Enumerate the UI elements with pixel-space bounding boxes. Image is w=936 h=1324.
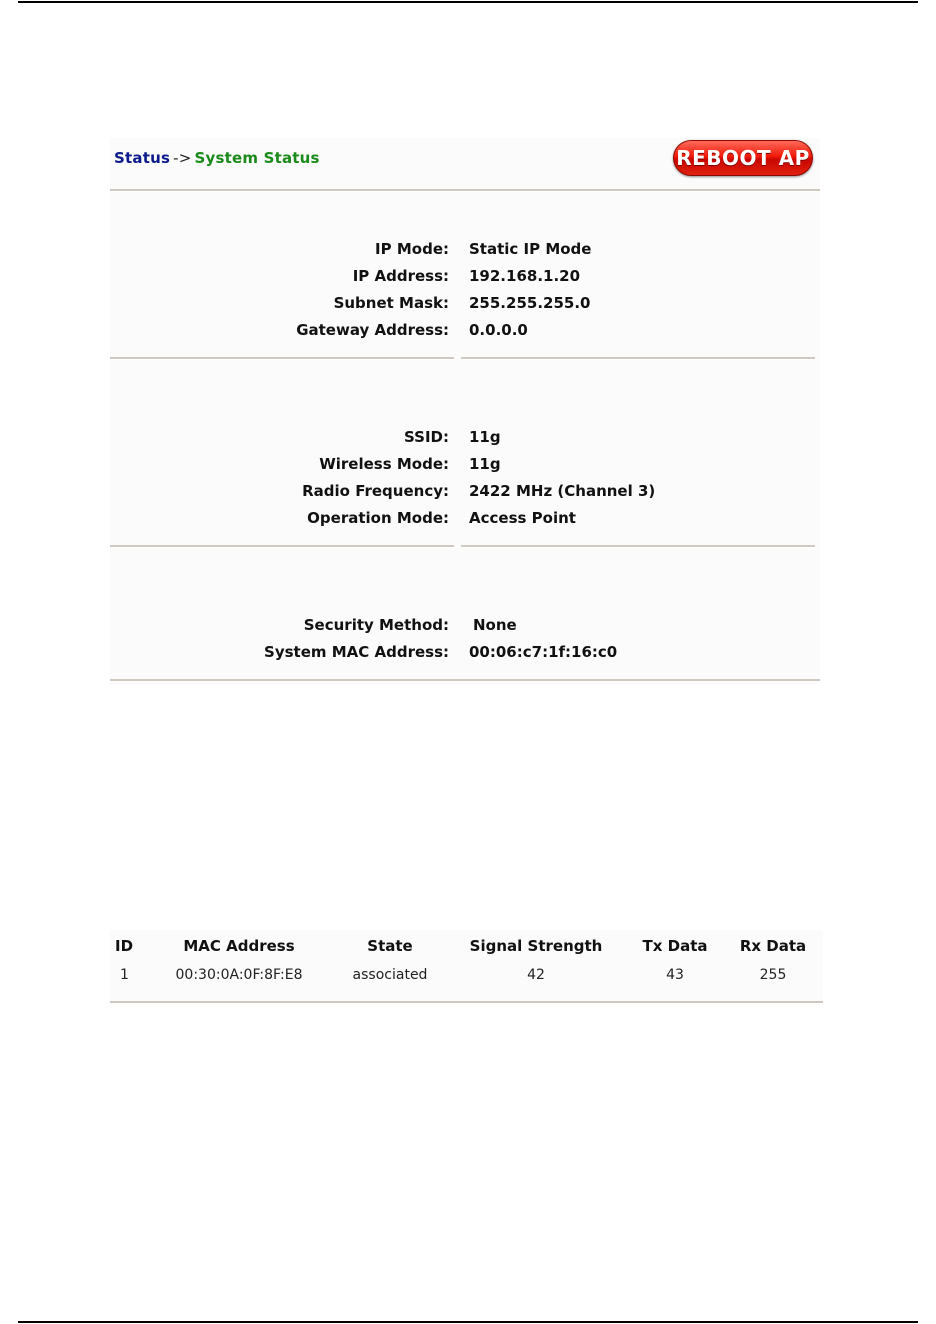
breadcrumb-current-page: System Status (194, 149, 320, 167)
cell-state: associated (352, 967, 428, 983)
ssid-value: 11g (469, 428, 501, 446)
security-divider (110, 679, 820, 682)
breadcrumb-separator: -> (173, 149, 192, 167)
clients-table (110, 930, 823, 1006)
security-method-value: None (473, 616, 517, 634)
column-header-tx-data: Tx Data (642, 937, 708, 955)
ip-address-label: IP Address: (352, 267, 449, 285)
network-divider-left (110, 357, 454, 360)
operation-mode-label: Operation Mode: (307, 509, 449, 527)
breadcrumb (114, 149, 320, 167)
radio-frequency-row (0, 482, 936, 504)
column-header-id: ID (115, 937, 134, 955)
wireless-mode-value: 11g (469, 455, 501, 473)
system-mac-address-value: 00:06:c7:1f:16:c0 (469, 643, 618, 661)
column-header-rx-data: Rx Data (739, 937, 807, 955)
cell-id: 1 (120, 967, 129, 983)
gateway-address-label: Gateway Address: (296, 321, 449, 339)
clients-table-divider (110, 1001, 823, 1004)
subnet-mask-label: Subnet Mask: (333, 294, 449, 312)
ssid-row (0, 428, 936, 450)
network-divider-right (461, 357, 815, 360)
header-divider (110, 189, 820, 192)
ssid-label: SSID: (404, 428, 449, 446)
wireless-divider-left (110, 545, 454, 548)
ip-mode-row (0, 240, 936, 262)
column-header-mac-address: MAC Address (183, 937, 295, 955)
wireless-divider-right (461, 545, 815, 548)
page-header (110, 138, 820, 190)
page-bottom-rule (18, 1321, 918, 1323)
subnet-mask-value: 255.255.255.0 (469, 294, 591, 312)
cell-mac-address: 00:30:0A:0F:8F:E8 (175, 967, 303, 983)
radio-frequency-value: 2422 MHz (Channel 3) (469, 482, 656, 500)
wireless-mode-label: Wireless Mode: (319, 455, 449, 473)
operation-mode-value: Access Point (469, 509, 576, 527)
security-method-label: Security Method: (303, 616, 449, 634)
cell-signal-strength: 42 (527, 967, 545, 983)
page-top-rule (18, 1, 918, 3)
security-method-row (0, 616, 936, 638)
ip-mode-label: IP Mode: (375, 240, 449, 258)
system-status-panel (110, 138, 820, 684)
gateway-address-value: 0.0.0.0 (469, 321, 528, 339)
breadcrumb-status-link[interactable]: Status (114, 149, 171, 167)
reboot-ap-button[interactable]: REBOOT AP (673, 140, 813, 176)
cell-rx-data: 255 (759, 967, 787, 983)
ip-address-value: 192.168.1.20 (469, 267, 581, 285)
ip-address-row (0, 267, 936, 289)
column-header-state: State (367, 937, 413, 955)
column-header-signal-strength: Signal Strength (469, 937, 603, 955)
subnet-mask-row (0, 294, 936, 316)
wireless-mode-row (0, 455, 936, 477)
cell-tx-data: 43 (666, 967, 684, 983)
system-mac-address-row (0, 643, 936, 665)
system-mac-address-label: System MAC Address: (264, 643, 449, 661)
gateway-address-row (0, 321, 936, 343)
ip-mode-value: Static IP Mode (469, 240, 592, 258)
operation-mode-row (0, 509, 936, 531)
radio-frequency-label: Radio Frequency: (302, 482, 449, 500)
